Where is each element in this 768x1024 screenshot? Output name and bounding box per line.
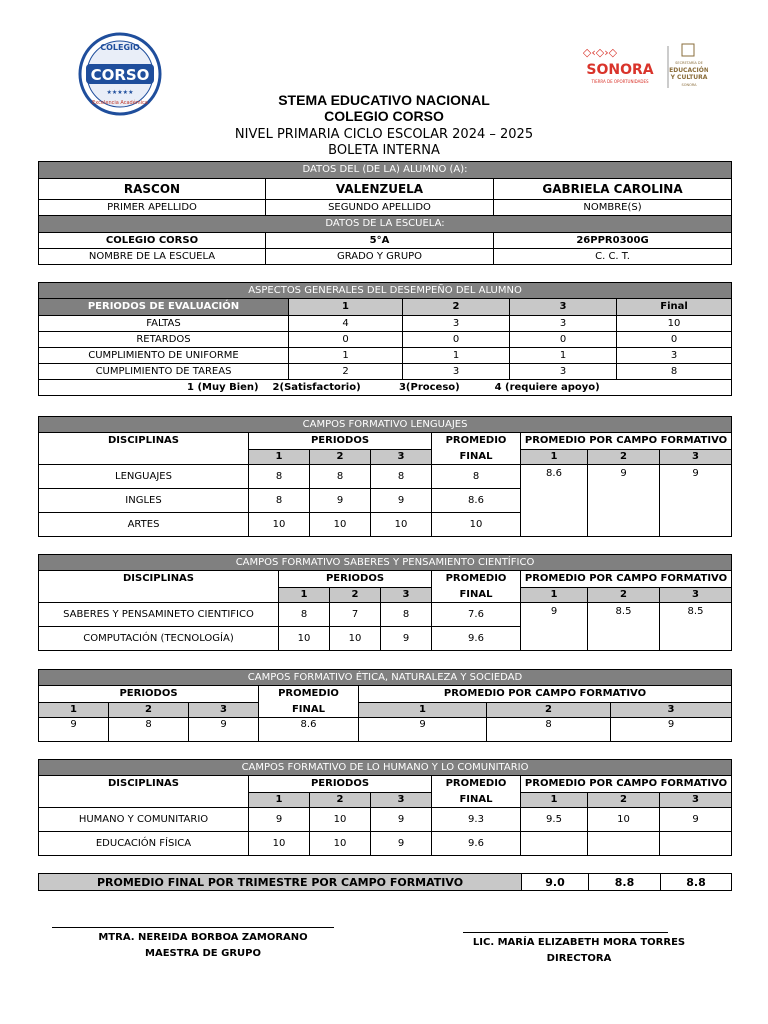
aspectos-header-3: 3 — [510, 299, 617, 316]
grade-cell: 9 — [249, 808, 310, 832]
discipline-name: EDUCACIÓN FÍSICA — [39, 832, 249, 856]
grade-cell: 10 — [330, 627, 381, 651]
grade-cell: 9 — [381, 627, 432, 651]
aspecto-value: 3 — [617, 348, 732, 364]
segundo-apellido-value: VALENZUELA — [266, 179, 494, 200]
campo-3-value: 9 — [660, 808, 732, 832]
signature-left-name: MTRA. NEREIDA BORBOA ZAMORANO — [98, 932, 308, 943]
humano-title: CAMPOS FORMATIVO DE LO HUMANO Y LO COMUNITARIO — [39, 760, 732, 776]
campo-2-value: 8.5 — [588, 603, 660, 651]
grade-cell: 7 — [330, 603, 381, 627]
table-row — [39, 808, 732, 832]
svg-text:★★★★★: ★★★★★ — [106, 89, 134, 96]
discipline-name: LENGUAJES — [39, 465, 249, 489]
campo-3-header: 3 — [611, 703, 732, 718]
student-section-title: DATOS DEL (DE LA) ALUMNO (A): — [39, 162, 732, 179]
signature-line-right — [463, 932, 668, 933]
grade-cell: 9 — [189, 718, 259, 742]
aspecto-value: 4 — [289, 316, 403, 332]
final-header: FINAL — [432, 588, 521, 603]
campo-1-value: 9 — [359, 718, 487, 742]
final-cell: 8.6 — [259, 718, 359, 742]
title-level: NIVEL PRIMARIA CICLO ESCOLAR 2024 – 2025 — [234, 127, 534, 142]
final-cell: 9.6 — [432, 832, 521, 856]
final-header: FINAL — [432, 450, 521, 465]
grade-cell: 10 — [249, 513, 310, 537]
aspecto-value: 0 — [403, 332, 510, 348]
school-section-title: DATOS DE LA ESCUELA: — [39, 216, 732, 233]
grade-cell: 9 — [371, 489, 432, 513]
campo-2-value: 9 — [588, 465, 660, 537]
final-cell: 9.6 — [432, 627, 521, 651]
aspectos-header-final: Final — [617, 299, 732, 316]
saberes-title: CAMPOS FORMATIVO SABERES Y PENSAMIENTO CIENTÍFICO — [39, 555, 732, 571]
promedio-campo-header: PROMEDIO POR CAMPO FORMATIVO — [359, 686, 732, 703]
discipline-name: COMPUTACIÓN (TECNOLOGÍA) — [39, 627, 279, 651]
aspecto-value: 0 — [289, 332, 403, 348]
aspecto-value: 8 — [617, 364, 732, 380]
promedio-header: PROMEDIO — [259, 686, 359, 703]
nombres-value: GABRIELA CAROLINA — [494, 179, 732, 200]
primer-apellido-value: RASCON — [39, 179, 266, 200]
primer-apellido-label: PRIMER APELLIDO — [39, 200, 266, 216]
campo-3-value: 9 — [660, 465, 732, 537]
signature-right-name: LIC. MARÍA ELIZABETH MORA TORRES — [472, 937, 686, 948]
title-school: COLEGIO CORSO — [324, 108, 444, 124]
etica-title: CAMPOS FORMATIVO ÉTICA, NATURALEZA Y SOCIEDAD — [39, 670, 732, 686]
campo-2-value: 10 — [588, 808, 660, 832]
grade-cell: 8 — [381, 603, 432, 627]
campo-3-header: 3 — [660, 450, 732, 465]
title-system: STEMA EDUCATIVO NACIONAL — [278, 92, 490, 108]
grade-cell: 10 — [279, 627, 330, 651]
lenguajes-table — [38, 416, 732, 537]
aspecto-label: CUMPLIMIENTO DE UNIFORME — [39, 348, 289, 364]
final-cell: 8 — [432, 465, 521, 489]
campo-1-value: 9.5 — [521, 808, 588, 832]
svg-text:SONORA: SONORA — [681, 83, 697, 87]
grade-cell: 10 — [371, 513, 432, 537]
escuela-value: COLEGIO CORSO — [39, 233, 266, 249]
promedio-header: PROMEDIO — [432, 776, 521, 793]
svg-text:SONORA: SONORA — [586, 62, 654, 78]
grade-cell: 9 — [39, 718, 109, 742]
periodo-3-header: 3 — [371, 793, 432, 808]
campo-2-header: 2 — [588, 588, 660, 603]
legend-3: 3(Proceso) — [398, 381, 460, 393]
aspecto-value: 3 — [510, 364, 617, 380]
escuela-label: NOMBRE DE LA ESCUELA — [39, 249, 266, 265]
disciplinas-header: DISCIPLINAS — [39, 433, 249, 465]
periodo-2-header: 2 — [109, 703, 189, 718]
grado-label: GRADO Y GRUPO — [266, 249, 494, 265]
svg-text:Y CULTURA: Y CULTURA — [670, 74, 708, 81]
campo-3-value: 8.5 — [660, 603, 732, 651]
aspecto-value: 3 — [403, 364, 510, 380]
aspecto-value: 3 — [403, 316, 510, 332]
grade-cell: 8 — [279, 603, 330, 627]
etica-table — [38, 669, 732, 742]
table-row — [39, 364, 732, 380]
periodo-3-header: 3 — [371, 450, 432, 465]
campo-3-header: 3 — [660, 793, 732, 808]
aspecto-value: 2 — [289, 364, 403, 380]
aspecto-value: 1 — [289, 348, 403, 364]
signature-line-left — [52, 927, 334, 928]
svg-text:EDUCACIÓN: EDUCACIÓN — [669, 67, 708, 74]
signature-right-role: DIRECTORA — [546, 953, 612, 964]
campo-1-value: 8.6 — [521, 465, 588, 537]
title-boleta: BOLETA INTERNA — [328, 143, 440, 158]
periodo-1-header: 1 — [39, 703, 109, 718]
campo-1-value: 9 — [521, 603, 588, 651]
aspectos-header-2: 2 — [403, 299, 510, 316]
campo-1-header: 1 — [521, 793, 588, 808]
periodo-2-header: 2 — [310, 450, 371, 465]
campo-2-value: 8 — [487, 718, 611, 742]
table-row — [39, 316, 732, 332]
svg-text:COLEGIO: COLEGIO — [100, 43, 140, 52]
legend-row — [39, 380, 732, 396]
segundo-apellido-label: SEGUNDO APELLIDO — [266, 200, 494, 216]
aspecto-label: CUMPLIMIENTO DE TAREAS — [39, 364, 289, 380]
grado-value: 5°A — [266, 233, 494, 249]
legend-2: 2(Satisfactorio) — [272, 381, 361, 393]
nombres-label: NOMBRE(S) — [494, 200, 732, 216]
campo-3-header: 3 — [660, 588, 732, 603]
cct-label: C. C. T. — [494, 249, 732, 265]
svg-text:TIERRA DE OPORTUNIDADES: TIERRA DE OPORTUNIDADES — [591, 79, 649, 84]
discipline-name: INGLES — [39, 489, 249, 513]
periodos-header: PERIODOS — [249, 433, 432, 450]
final-header: FINAL — [259, 703, 359, 718]
aspecto-value: 0 — [510, 332, 617, 348]
disciplinas-header: DISCIPLINAS — [39, 776, 249, 808]
campo-1-header: 1 — [359, 703, 487, 718]
aspecto-value: 1 — [403, 348, 510, 364]
campo-2-header: 2 — [588, 450, 660, 465]
grade-cell: 8 — [371, 465, 432, 489]
periodo-1-header: 1 — [249, 793, 310, 808]
aspectos-table — [38, 282, 732, 396]
final-average-table — [38, 873, 732, 891]
campo-1-header: 1 — [521, 588, 588, 603]
saberes-table — [38, 554, 732, 651]
table-row — [39, 348, 732, 364]
aspecto-value: 0 — [617, 332, 732, 348]
campo-2-header: 2 — [588, 793, 660, 808]
grade-cell: 10 — [310, 513, 371, 537]
svg-text:CORSO: CORSO — [90, 66, 150, 84]
table-row — [39, 832, 732, 856]
grade-cell: 10 — [249, 832, 310, 856]
disciplinas-header: DISCIPLINAS — [39, 571, 279, 603]
grade-cell: 9 — [371, 832, 432, 856]
table-row — [39, 332, 732, 348]
grade-cell: 10 — [310, 832, 371, 856]
periodo-2-header: 2 — [330, 588, 381, 603]
humano-table — [38, 759, 732, 856]
final-average-3: 8.8 — [661, 874, 732, 891]
aspecto-value: 1 — [510, 348, 617, 364]
promedio-header: PROMEDIO — [432, 571, 521, 588]
table-row — [39, 718, 732, 742]
svg-text:Excelencia Académica: Excelencia Académica — [92, 100, 148, 106]
final-average-2: 8.8 — [589, 874, 661, 891]
aspecto-value: 10 — [617, 316, 732, 332]
periodo-1-header: 1 — [279, 588, 330, 603]
discipline-name: SABERES Y PENSAMINETO CIENTIFICO — [39, 603, 279, 627]
aspectos-header-1: 1 — [289, 299, 403, 316]
final-cell: 10 — [432, 513, 521, 537]
promedio-campo-header: PROMEDIO POR CAMPO FORMATIVO — [521, 571, 732, 588]
sonora-logo — [578, 42, 708, 92]
campo-2-header: 2 — [487, 703, 611, 718]
grade-cell: 10 — [310, 808, 371, 832]
student-data-table — [38, 161, 732, 265]
discipline-name: ARTES — [39, 513, 249, 537]
final-average-label: PROMEDIO FINAL POR TRIMESTRE POR CAMPO FORMATIVO — [39, 874, 522, 891]
periodo-3-header: 3 — [381, 588, 432, 603]
aspecto-label: FALTAS — [39, 316, 289, 332]
campo-empty-cell — [660, 832, 732, 856]
grade-cell: 8 — [249, 465, 310, 489]
periodo-2-header: 2 — [310, 793, 371, 808]
aspectos-title: ASPECTOS GENERALES DEL DESEMPEÑO DEL ALUMNO — [39, 283, 732, 299]
promedio-campo-header: PROMEDIO POR CAMPO FORMATIVO — [521, 776, 732, 793]
campo-3-value: 9 — [611, 718, 732, 742]
campo-empty-cell — [588, 832, 660, 856]
promedio-campo-header: PROMEDIO POR CAMPO FORMATIVO — [521, 433, 732, 450]
periodos-header: PERIODOS — [39, 686, 259, 703]
table-row — [39, 465, 732, 489]
final-cell: 9.3 — [432, 808, 521, 832]
cct-value: 26PPR0300G — [494, 233, 732, 249]
aspecto-value: 3 — [510, 316, 617, 332]
grade-cell: 9 — [310, 489, 371, 513]
legend-1: 1 (Muy Bien) — [187, 381, 259, 393]
promedio-header: PROMEDIO — [432, 433, 521, 450]
svg-text:SECRETARÍA DE: SECRETARÍA DE — [675, 61, 703, 65]
periodos-header: PERIODOS — [249, 776, 432, 793]
legend-4: 4 (requiere apoyo) — [494, 381, 600, 393]
periodo-1-header: 1 — [249, 450, 310, 465]
aspectos-header-periodos: PERIODOS DE EVALUACIÓN — [39, 299, 289, 316]
periodo-3-header: 3 — [189, 703, 259, 718]
final-cell: 7.6 — [432, 603, 521, 627]
grade-cell: 8 — [249, 489, 310, 513]
aspecto-label: RETARDOS — [39, 332, 289, 348]
svg-text:◇‹◇›◇: ◇‹◇›◇ — [582, 46, 618, 59]
final-cell: 8.6 — [432, 489, 521, 513]
grade-cell: 9 — [371, 808, 432, 832]
periodos-header: PERIODOS — [279, 571, 432, 588]
lenguajes-title: CAMPOS FORMATIVO LENGUAJES — [39, 417, 732, 433]
table-row — [39, 603, 732, 627]
discipline-name: HUMANO Y COMUNITARIO — [39, 808, 249, 832]
campo-empty-cell — [521, 832, 588, 856]
grade-cell: 8 — [109, 718, 189, 742]
grade-cell: 8 — [310, 465, 371, 489]
final-average-1: 9.0 — [522, 874, 589, 891]
final-header: FINAL — [432, 793, 521, 808]
signature-left-role: MAESTRA DE GRUPO — [145, 948, 261, 959]
campo-1-header: 1 — [521, 450, 588, 465]
